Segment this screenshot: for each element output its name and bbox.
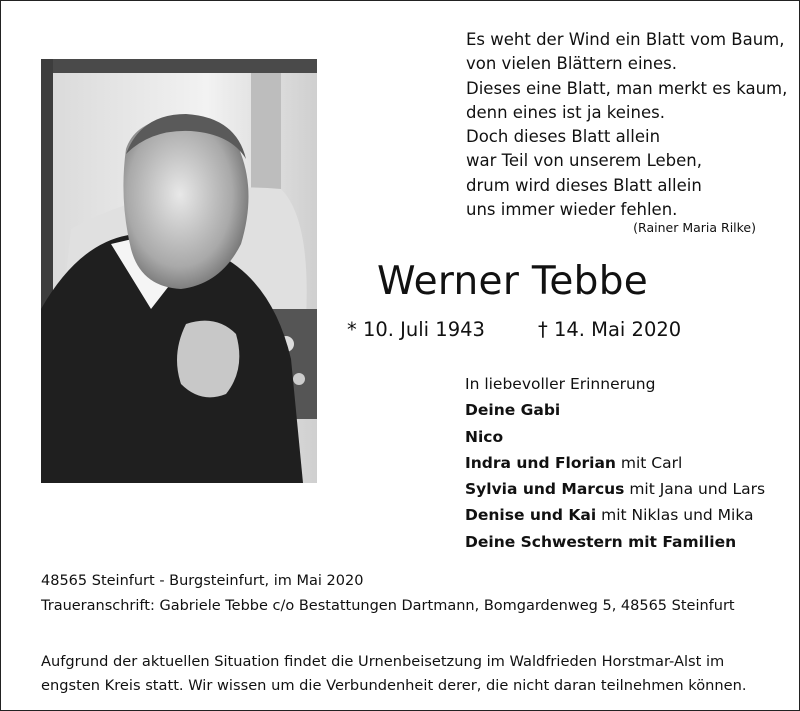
- mourner-row: [465, 450, 785, 476]
- mourner-name: Denise und Kai: [465, 506, 597, 525]
- burial-notice: [41, 650, 763, 697]
- poem-line: Es weht der Wind ein Blatt vom Baum,: [466, 30, 785, 49]
- mourner-row: [465, 397, 785, 423]
- mourner-name: Deine Gabi: [465, 401, 561, 420]
- place-date: 48565 Steinfurt - Burgsteinfurt, im Mai 2020: [41, 573, 364, 589]
- poem-author: (Rainer Maria Rilke): [633, 220, 756, 235]
- poem-line: drum wird dieses Blatt allein: [466, 175, 702, 195]
- mourner-name: Deine Schwestern mit Familien: [465, 532, 737, 551]
- notice-line: Aufgrund der aktuellen Situation findet die Urnenbeisetzung im Waldfrieden Horstmar-Alst im: [41, 653, 725, 670]
- notice-line: engsten Kreis statt. Wir wissen um die Verbundenheit derer, die nicht daran teilnehmen können.: [41, 676, 747, 694]
- mourner-extra: mit Jana und Lars: [624, 480, 766, 499]
- poem-line: uns immer wieder fehlen.: [466, 200, 678, 220]
- death-date: † 14. Mai 2020: [538, 318, 682, 341]
- birth-date: * 10. Juli 1943: [347, 318, 485, 341]
- mourner-row: [465, 476, 785, 502]
- mourner-row: [465, 502, 785, 528]
- mourners-intro: In liebevoller Erinnerung: [465, 375, 656, 393]
- mourner-name: Indra und Florian: [465, 453, 616, 472]
- poem-line: Doch dieses Blatt allein: [466, 127, 661, 147]
- deceased-name: Werner Tebbe: [377, 259, 649, 304]
- poem-line: denn eines ist ja keines.: [466, 102, 665, 122]
- mourning-address: Traueranschrift: Gabriele Tebbe c/o Bestattungen Dartmann, Bomgardenweg 5, 48565 Steinfurt: [41, 598, 735, 614]
- mourner-row: [465, 424, 785, 450]
- portrait-photo: [41, 59, 317, 483]
- mourner-row: [465, 529, 785, 555]
- mourner-extra: mit Niklas und Mika: [596, 506, 754, 525]
- poem: [466, 28, 788, 222]
- poem-line: war Teil von unserem Leben,: [466, 151, 702, 171]
- mourner-name: Sylvia und Marcus: [465, 480, 625, 499]
- poem-line: von vielen Blättern eines.: [466, 54, 677, 74]
- poem-line: Dieses eine Blatt, man merkt es kaum,: [466, 78, 788, 98]
- portrait-photo-icon: [41, 59, 317, 483]
- mourner-name: Nico: [465, 427, 504, 446]
- mourner-extra: mit Carl: [615, 453, 683, 472]
- mourners-list: [465, 371, 785, 555]
